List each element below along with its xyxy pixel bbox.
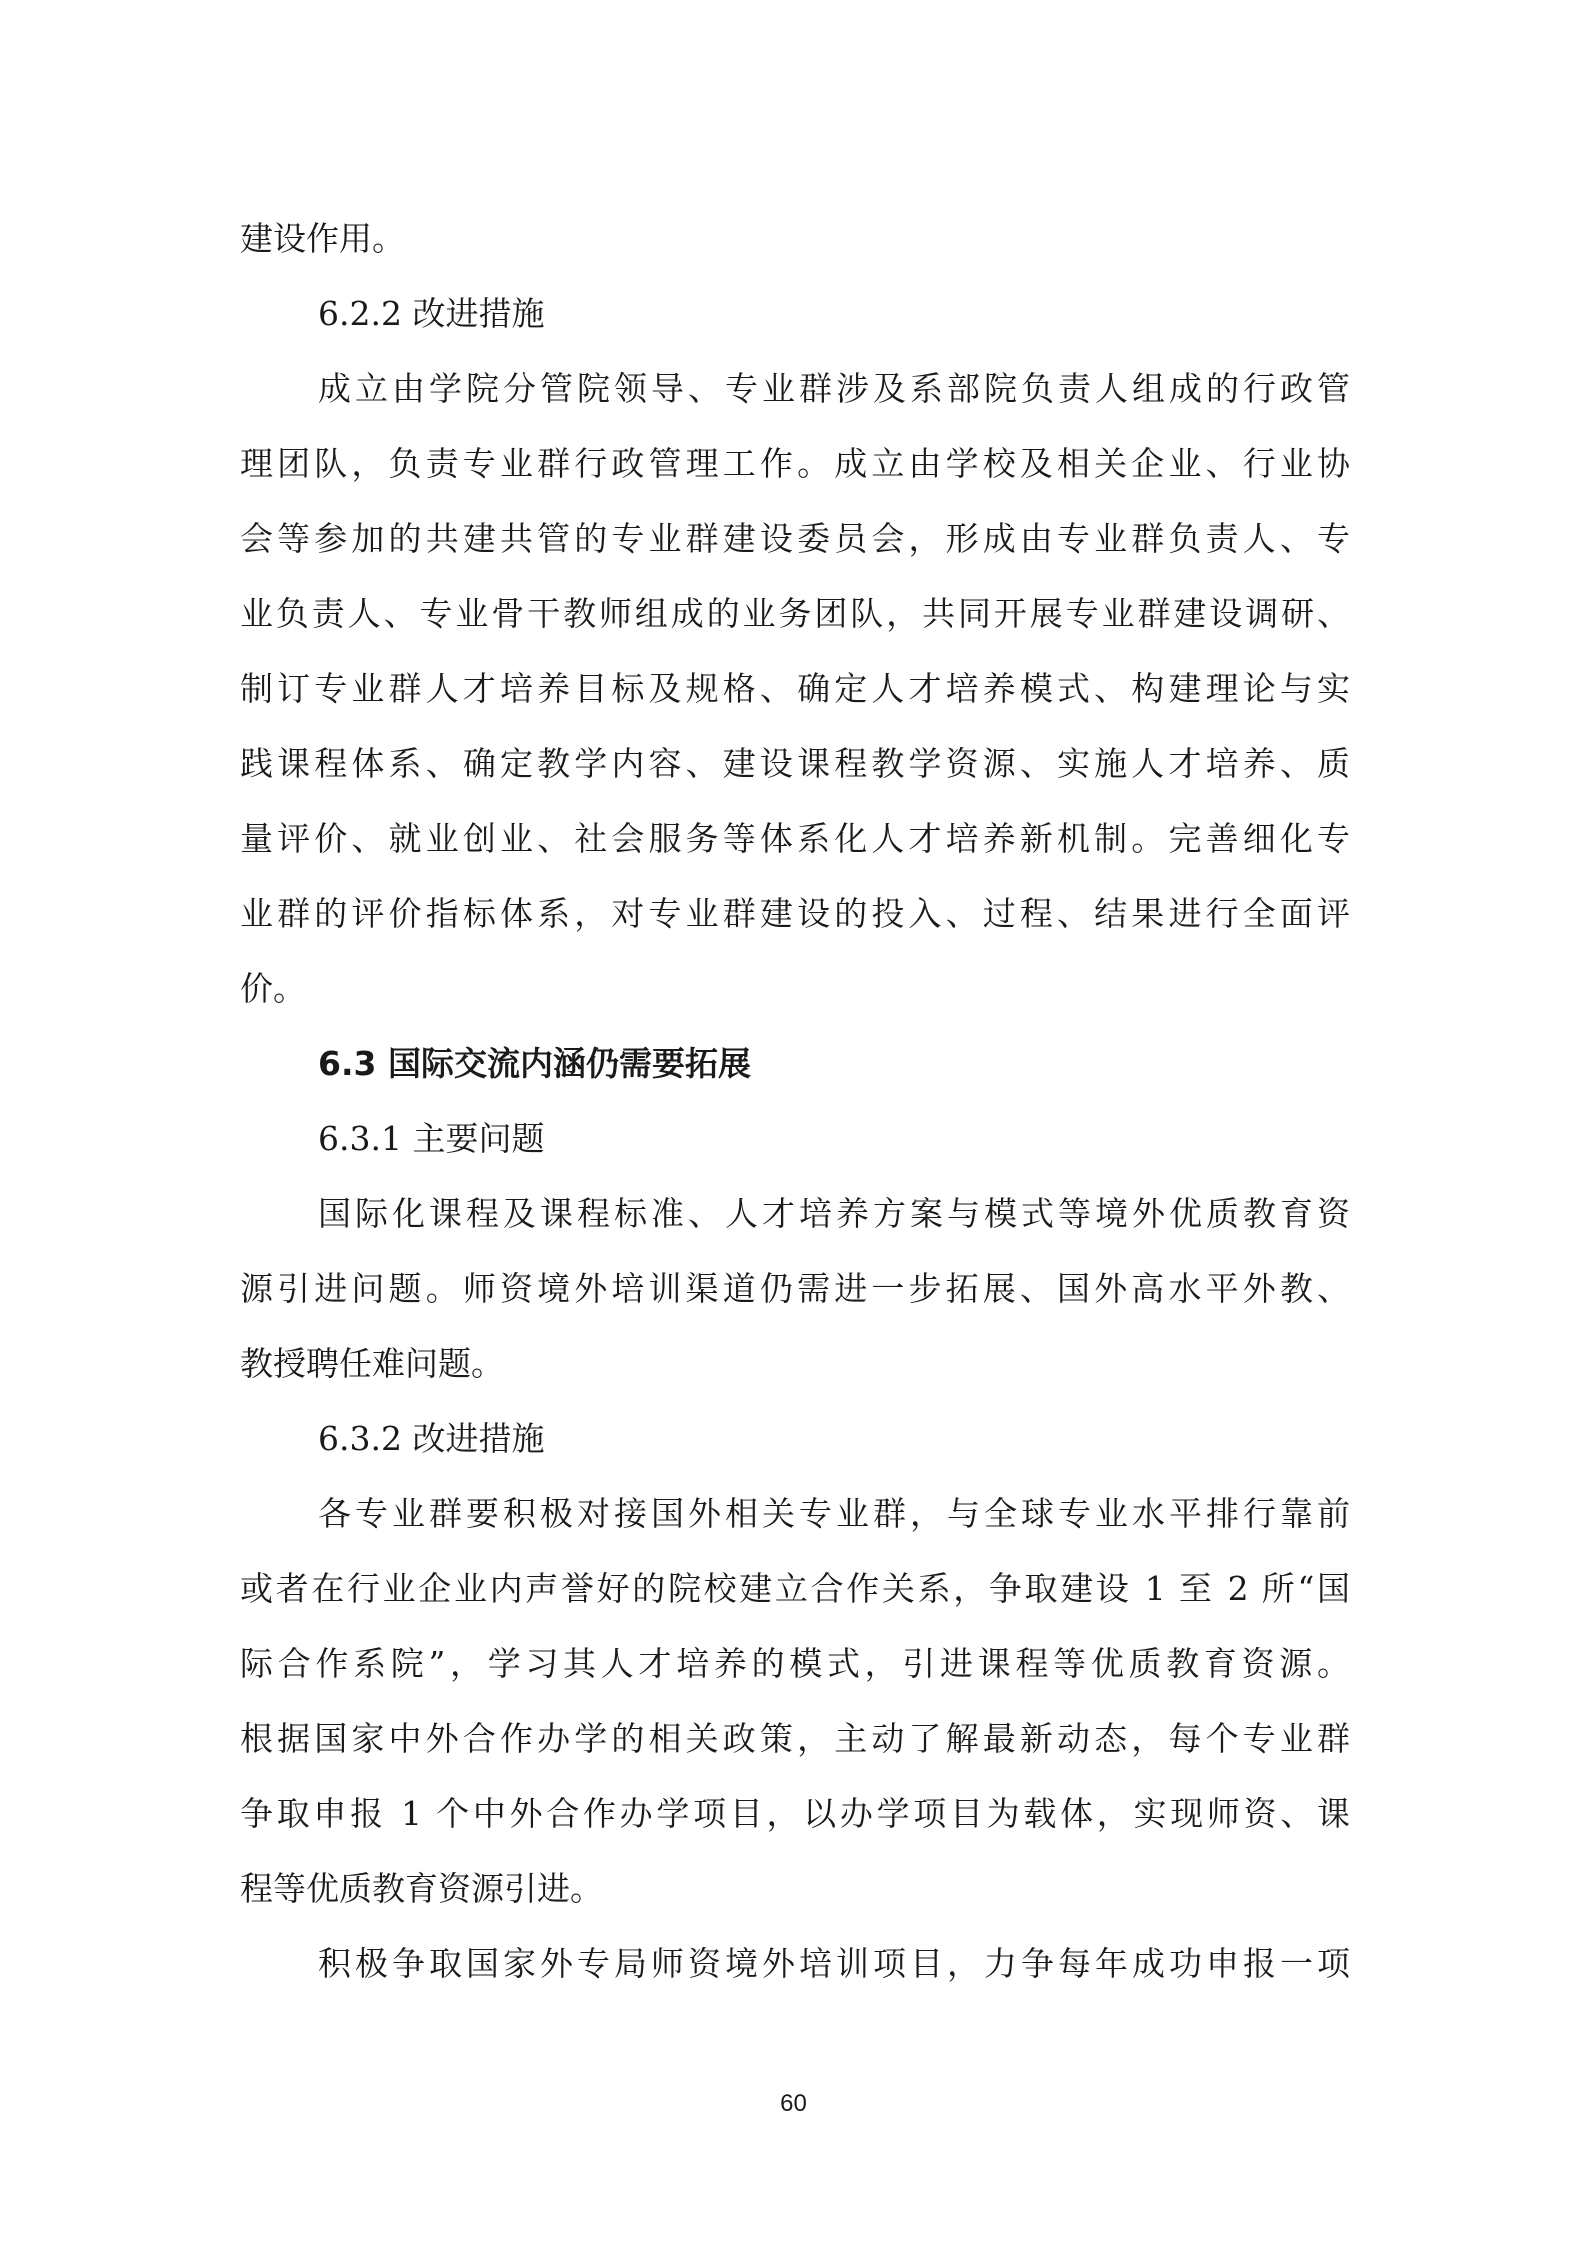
body-line: 践课程体系、确定教学内容、建设课程教学资源、实施人才培养、质 [240,744,1350,783]
body-line: 或者在行业企业内声誉好的院校建立合作关系，争取建设 1 至 2 所“国 [240,1569,1350,1608]
body-line: 积极争取国家外专局师资境外培训项目，力争每年成功申报一项 [318,1944,1350,1983]
body-line: 教授聘任难问题。 [240,1344,504,1383]
body-line: 源引进问题。师资境外培训渠道仍需进一步拓展、国外高水平外教、 [240,1269,1350,1308]
subheading-6-3-1: 6.3.1 主要问题 [318,1119,545,1158]
body-line: 会等参加的共建共管的专业群建设委员会，形成由专业群负责人、专 [240,519,1350,558]
body-line: 价。 [240,969,306,1008]
body-line: 业群的评价指标体系，对专业群建设的投入、过程、结果进行全面评 [240,894,1350,933]
body-line: 建设作用。 [240,219,405,258]
body-line: 国际化课程及课程标准、人才培养方案与模式等境外优质教育资 [318,1194,1350,1233]
subheading-6-3-2: 6.3.2 改进措施 [318,1419,545,1458]
body-line: 理团队，负责专业群行政管理工作。成立由学校及相关企业、行业协 [240,444,1350,483]
body-line: 际合作系院”，学习其人才培养的模式，引进课程等优质教育资源。 [240,1644,1350,1683]
body-line: 成立由学院分管院领导、专业群涉及系部院负责人组成的行政管 [318,369,1350,408]
body-line: 程等优质教育资源引进。 [240,1869,603,1908]
body-line: 业负责人、专业骨干教师组成的业务团队，共同开展专业群建设调研、 [240,594,1350,633]
body-line: 各专业群要积极对接国外相关专业群，与全球专业水平排行靠前 [318,1494,1350,1533]
body-line: 根据国家中外合作办学的相关政策，主动了解最新动态，每个专业群 [240,1719,1350,1758]
section-heading-6-3: 6.3 国际交流内涵仍需要拓展 [318,1044,751,1083]
subheading-6-2-2: 6.2.2 改进措施 [318,294,545,333]
page-number: 60 [780,2090,807,2117]
body-line: 制订专业群人才培养目标及规格、确定人才培养模式、构建理论与实 [240,669,1350,708]
body-line: 量评价、就业创业、社会服务等体系化人才培养新机制。完善细化专 [240,819,1350,858]
body-line: 争取申报 1 个中外合作办学项目，以办学项目为载体，实现师资、课 [240,1794,1350,1833]
